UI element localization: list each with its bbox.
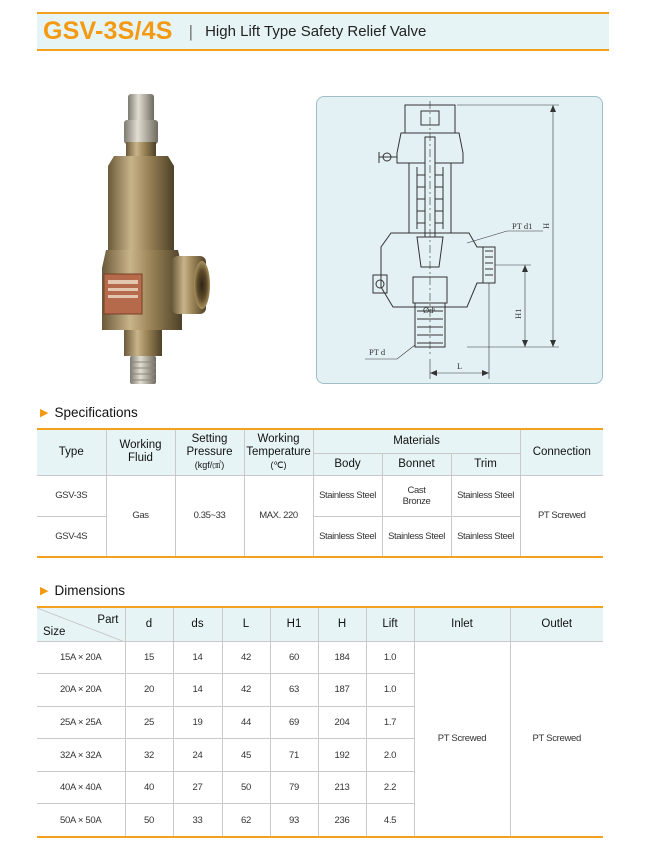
col-outlet: Outlet xyxy=(510,607,603,641)
dimensions-heading: ▶ Dimensions xyxy=(40,583,125,598)
size-part-header: Part Size xyxy=(37,607,125,641)
specifications-table xyxy=(37,428,603,558)
col-connection: Connection xyxy=(520,429,603,475)
table-row: 40A × 40A 40 27 50 79 213 2.2 xyxy=(37,771,603,804)
valve-photo xyxy=(90,90,210,390)
col-setting-pressure: Setting Pressure (kgf/㎠) xyxy=(175,429,244,475)
label-ds: Ødˢ xyxy=(423,305,436,315)
col-working-temperature: Working Temperature (℃) xyxy=(244,429,313,475)
spec-row: GSV-3S Gas 0.35~33 MAX. 220 Stainless Steel Cast Bronze Stainless Steel PT Screwed xyxy=(37,475,603,516)
working-temperature-value: MAX. 220 xyxy=(244,475,313,557)
table-row: 50A × 50A 50 33 62 93 236 4.5 xyxy=(37,804,603,837)
col-lift: Lift xyxy=(366,607,414,641)
col-materials: Materials xyxy=(313,429,520,453)
table-row: 15A × 20A 15 14 42 60 184 1.0 PT Screwed PT Screwed xyxy=(37,641,603,674)
specifications-heading: ▶ Specifications xyxy=(40,405,138,420)
col-trim: Trim xyxy=(451,453,520,475)
col-h: H xyxy=(318,607,366,641)
dimensions-table xyxy=(37,606,603,838)
table-row: 20A × 20A 20 14 42 63 187 1.0 xyxy=(37,674,603,707)
title-separator: | xyxy=(188,21,194,41)
col-ds: ds xyxy=(173,607,222,641)
product-model: GSV-3S/4S xyxy=(43,17,173,45)
bullet-triangle-icon: ▶ xyxy=(40,585,49,597)
inlet-value: PT Screwed xyxy=(414,641,510,837)
label-pt-d1: PT d1 xyxy=(512,221,533,231)
col-type: Type xyxy=(37,429,106,475)
page-header xyxy=(37,12,609,51)
label-pt-d: PT d xyxy=(369,347,386,357)
table-row: 25A × 25A 25 19 44 69 204 1.7 xyxy=(37,706,603,739)
technical-drawing xyxy=(316,96,603,384)
col-body: Body xyxy=(313,453,382,475)
bullet-triangle-icon: ▶ xyxy=(40,407,49,419)
product-subtitle: High Lift Type Safety Relief Valve xyxy=(205,23,427,40)
col-l: L xyxy=(222,607,270,641)
label-h1: H1 xyxy=(513,308,523,319)
outlet-value: PT Screwed xyxy=(510,641,603,837)
label-h: H xyxy=(541,222,551,229)
col-bonnet: Bonnet xyxy=(382,453,451,475)
col-inlet: Inlet xyxy=(414,607,510,641)
setting-pressure-value: 0.35~33 xyxy=(175,475,244,557)
spec-row: GSV-4S Stainless Steel Stainless Steel Stainless Steel xyxy=(37,516,603,557)
col-d: d xyxy=(125,607,173,641)
col-h1: H1 xyxy=(270,607,318,641)
label-l: L xyxy=(457,361,463,371)
connection-value: PT Screwed xyxy=(520,475,603,557)
table-row: 32A × 32A 32 24 45 71 192 2.0 xyxy=(37,739,603,772)
working-fluid-value: Gas xyxy=(106,475,175,557)
col-working-fluid: Working Fluid xyxy=(106,429,175,475)
